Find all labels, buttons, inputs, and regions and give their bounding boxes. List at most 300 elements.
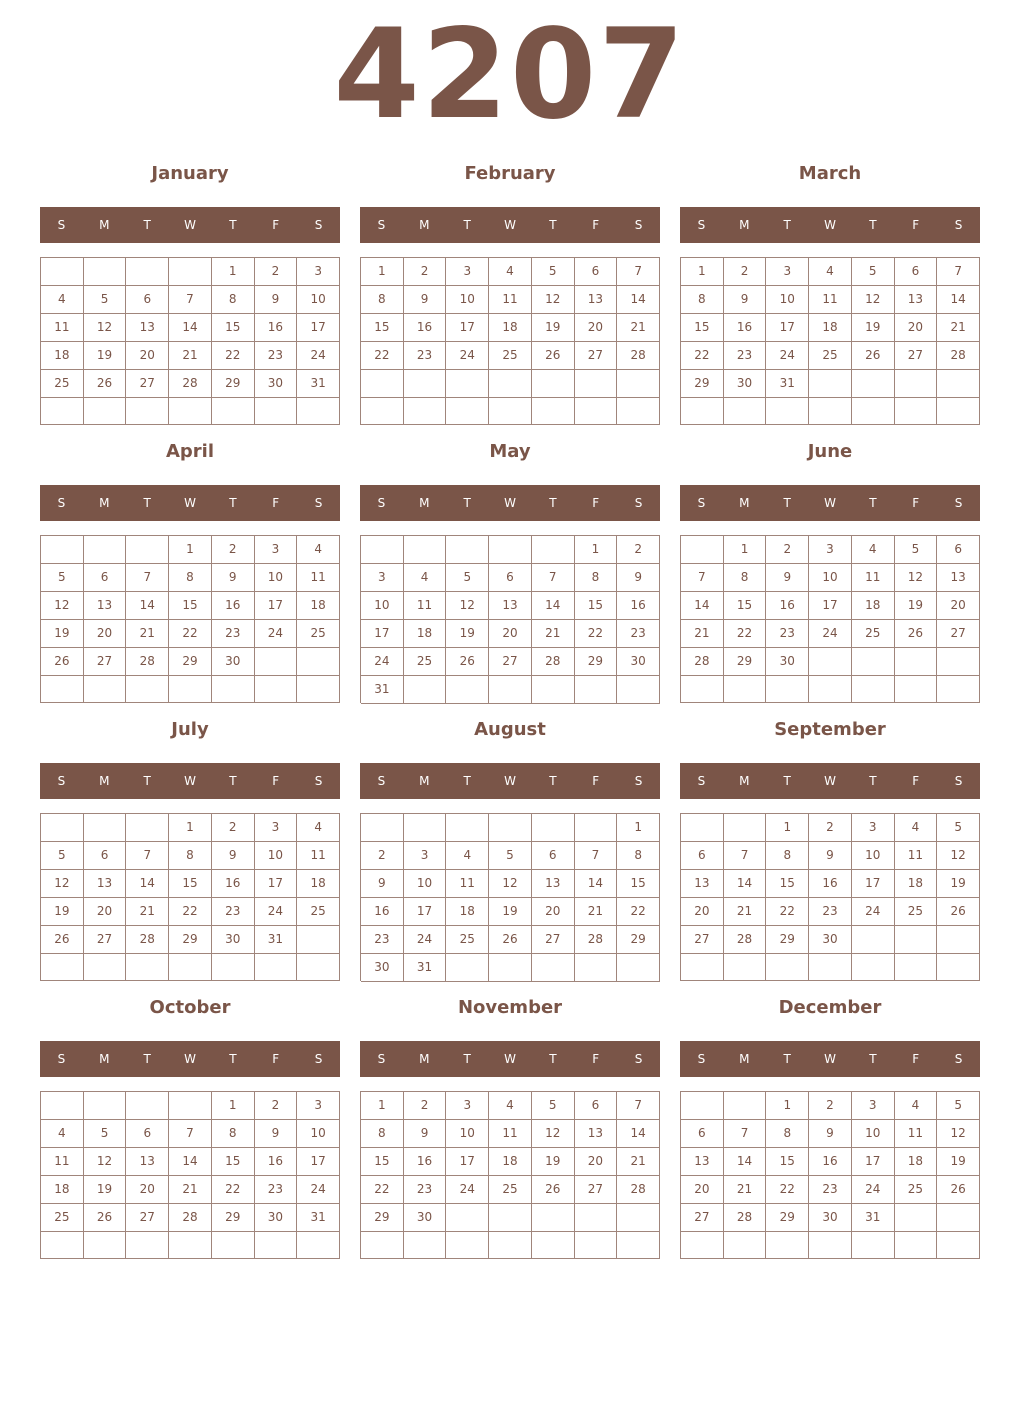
month-name: June	[807, 441, 853, 462]
weekday-label: S	[697, 774, 706, 788]
day-cell: 2	[617, 536, 660, 564]
empty-day-cell	[255, 1232, 298, 1259]
day-cell: 11	[895, 1120, 938, 1148]
empty-day-cell	[937, 1204, 980, 1232]
day-cell: 12	[446, 592, 489, 620]
empty-day-cell	[724, 814, 767, 842]
empty-day-cell	[41, 258, 84, 286]
day-cell: 7	[617, 258, 660, 286]
empty-day-cell	[84, 1092, 127, 1120]
empty-day-cell	[84, 1232, 127, 1259]
day-cell: 15	[766, 870, 809, 898]
weekday-label: M	[419, 1052, 430, 1066]
day-cell: 29	[575, 648, 618, 676]
weekday-header	[680, 763, 980, 799]
day-cell: 24	[809, 620, 852, 648]
day-cell: 28	[937, 342, 980, 370]
day-cell: 3	[446, 1092, 489, 1120]
day-cell: 21	[724, 898, 767, 926]
weekday-label: M	[739, 218, 750, 232]
day-cell: 4	[852, 536, 895, 564]
empty-day-cell	[404, 398, 447, 426]
day-cell: 27	[489, 648, 532, 676]
day-cell: 19	[446, 620, 489, 648]
day-cell: 17	[852, 870, 895, 898]
weekday-label: T	[229, 1052, 237, 1066]
day-cell: 25	[297, 898, 340, 926]
day-grid	[40, 813, 340, 981]
day-cell: 11	[297, 842, 340, 870]
day-cell: 29	[681, 370, 724, 398]
day-cell: 18	[41, 1176, 84, 1204]
day-cell: 5	[84, 1120, 127, 1148]
weekday-label: F	[912, 1052, 920, 1066]
day-cell: 30	[617, 648, 660, 676]
empty-day-cell	[852, 648, 895, 676]
day-cell: 10	[297, 286, 340, 314]
weekday-label: W	[184, 774, 196, 788]
day-cell: 2	[809, 814, 852, 842]
empty-day-cell	[446, 814, 489, 842]
empty-day-cell	[404, 676, 447, 704]
weekday-label: F	[272, 218, 280, 232]
day-cell: 3	[361, 564, 404, 592]
day-cell: 1	[169, 536, 212, 564]
day-cell: 20	[126, 342, 169, 370]
day-cell: 9	[255, 286, 298, 314]
weekday-label: F	[592, 774, 600, 788]
day-cell: 20	[126, 1176, 169, 1204]
day-cell: 1	[681, 258, 724, 286]
day-cell: 12	[41, 592, 84, 620]
day-cell: 27	[937, 620, 980, 648]
empty-day-cell	[212, 676, 255, 703]
day-cell: 14	[126, 870, 169, 898]
day-cell: 13	[126, 314, 169, 342]
day-cell: 31	[255, 926, 298, 954]
day-cell: 9	[212, 564, 255, 592]
day-cell: 15	[617, 870, 660, 898]
empty-day-cell	[617, 398, 660, 426]
day-cell: 19	[41, 898, 84, 926]
day-cell: 14	[532, 592, 575, 620]
weekday-label: T	[143, 218, 151, 232]
day-cell: 23	[404, 342, 447, 370]
empty-day-cell	[361, 814, 404, 842]
day-cell: 1	[361, 258, 404, 286]
empty-day-cell	[404, 370, 447, 398]
day-cell: 20	[84, 620, 127, 648]
day-cell: 30	[766, 648, 809, 676]
weekday-label: S	[954, 218, 963, 232]
empty-day-cell	[126, 1092, 169, 1120]
empty-day-cell	[937, 954, 980, 981]
empty-day-cell	[852, 1232, 895, 1259]
day-cell: 1	[766, 1092, 809, 1120]
empty-day-cell	[126, 676, 169, 703]
weekday-label: T	[869, 774, 877, 788]
empty-day-cell	[575, 954, 618, 982]
empty-day-cell	[84, 954, 127, 981]
day-cell: 1	[212, 1092, 255, 1120]
day-cell: 13	[575, 286, 618, 314]
weekday-label: F	[592, 1052, 600, 1066]
weekday-label: T	[549, 774, 557, 788]
day-cell: 10	[809, 564, 852, 592]
day-cell: 4	[895, 1092, 938, 1120]
empty-day-cell	[361, 398, 404, 426]
day-cell: 29	[617, 926, 660, 954]
day-cell: 14	[724, 1148, 767, 1176]
empty-day-cell	[532, 954, 575, 982]
day-cell: 9	[255, 1120, 298, 1148]
day-cell: 5	[532, 1092, 575, 1120]
day-cell: 16	[809, 1148, 852, 1176]
day-cell: 23	[766, 620, 809, 648]
empty-day-cell	[937, 1232, 980, 1259]
day-cell: 25	[895, 898, 938, 926]
weekday-label: T	[869, 1052, 877, 1066]
weekday-label: F	[912, 774, 920, 788]
day-cell: 13	[895, 286, 938, 314]
day-cell: 21	[937, 314, 980, 342]
day-cell: 15	[361, 1148, 404, 1176]
day-cell: 10	[446, 286, 489, 314]
day-cell: 7	[532, 564, 575, 592]
empty-day-cell	[937, 370, 980, 398]
day-cell: 14	[575, 870, 618, 898]
day-cell: 31	[852, 1204, 895, 1232]
day-cell: 19	[937, 870, 980, 898]
weekday-header	[360, 207, 660, 243]
day-cell: 3	[852, 814, 895, 842]
day-cell: 6	[84, 842, 127, 870]
day-cell: 8	[169, 842, 212, 870]
day-cell: 7	[937, 258, 980, 286]
weekday-label: F	[272, 1052, 280, 1066]
day-cell: 9	[617, 564, 660, 592]
empty-day-cell	[489, 536, 532, 564]
day-cell: 30	[361, 954, 404, 982]
day-cell: 18	[446, 898, 489, 926]
day-cell: 29	[212, 1204, 255, 1232]
day-cell: 16	[724, 314, 767, 342]
day-cell: 18	[41, 342, 84, 370]
empty-day-cell	[532, 1204, 575, 1232]
day-cell: 13	[84, 870, 127, 898]
day-cell: 19	[937, 1148, 980, 1176]
empty-day-cell	[255, 648, 298, 676]
day-cell: 14	[681, 592, 724, 620]
day-cell: 11	[404, 592, 447, 620]
day-cell: 3	[766, 258, 809, 286]
day-cell: 19	[532, 314, 575, 342]
day-cell: 20	[895, 314, 938, 342]
day-grid	[360, 535, 660, 703]
weekday-label: T	[143, 774, 151, 788]
empty-day-cell	[255, 676, 298, 703]
day-cell: 5	[532, 258, 575, 286]
day-cell: 31	[766, 370, 809, 398]
day-grid	[360, 1091, 660, 1259]
empty-day-cell	[766, 1232, 809, 1259]
month-name: September	[774, 719, 886, 740]
empty-day-cell	[297, 954, 340, 981]
day-cell: 16	[404, 314, 447, 342]
weekday-label: T	[869, 218, 877, 232]
day-cell: 22	[212, 1176, 255, 1204]
empty-day-cell	[212, 954, 255, 981]
day-cell: 17	[255, 592, 298, 620]
empty-day-cell	[532, 814, 575, 842]
empty-day-cell	[84, 536, 127, 564]
day-cell: 4	[41, 286, 84, 314]
empty-day-cell	[404, 1232, 447, 1259]
weekday-label: S	[314, 774, 323, 788]
day-cell: 26	[84, 1204, 127, 1232]
empty-day-cell	[575, 398, 618, 426]
day-cell: 3	[255, 814, 298, 842]
day-cell: 5	[937, 814, 980, 842]
day-cell: 21	[617, 1148, 660, 1176]
weekday-header	[360, 485, 660, 521]
day-cell: 16	[617, 592, 660, 620]
day-cell: 27	[532, 926, 575, 954]
day-cell: 23	[404, 1176, 447, 1204]
weekday-label: F	[272, 774, 280, 788]
day-cell: 20	[681, 1176, 724, 1204]
empty-day-cell	[361, 1232, 404, 1259]
weekday-label: S	[954, 774, 963, 788]
empty-day-cell	[617, 1204, 660, 1232]
empty-day-cell	[489, 370, 532, 398]
day-cell: 22	[617, 898, 660, 926]
day-cell: 7	[617, 1092, 660, 1120]
empty-day-cell	[532, 536, 575, 564]
day-cell: 30	[255, 1204, 298, 1232]
empty-day-cell	[297, 1232, 340, 1259]
empty-day-cell	[809, 398, 852, 425]
day-cell: 17	[361, 620, 404, 648]
empty-day-cell	[724, 398, 767, 425]
empty-day-cell	[617, 676, 660, 704]
day-cell: 10	[404, 870, 447, 898]
weekday-label: S	[314, 1052, 323, 1066]
day-cell: 3	[852, 1092, 895, 1120]
day-cell: 15	[766, 1148, 809, 1176]
day-cell: 1	[575, 536, 618, 564]
day-cell: 4	[489, 258, 532, 286]
empty-day-cell	[575, 1232, 618, 1259]
day-cell: 25	[809, 342, 852, 370]
weekday-label: W	[824, 1052, 836, 1066]
day-cell: 18	[297, 592, 340, 620]
day-cell: 22	[681, 342, 724, 370]
day-cell: 24	[361, 648, 404, 676]
day-cell: 28	[724, 1204, 767, 1232]
empty-day-cell	[532, 370, 575, 398]
weekday-header	[680, 207, 980, 243]
empty-day-cell	[681, 814, 724, 842]
empty-day-cell	[895, 648, 938, 676]
weekday-label: W	[824, 496, 836, 510]
day-cell: 1	[169, 814, 212, 842]
day-cell: 5	[937, 1092, 980, 1120]
day-cell: 6	[895, 258, 938, 286]
day-cell: 25	[41, 1204, 84, 1232]
day-cell: 22	[169, 620, 212, 648]
day-cell: 18	[895, 870, 938, 898]
empty-day-cell	[489, 814, 532, 842]
day-cell: 26	[937, 898, 980, 926]
day-cell: 30	[724, 370, 767, 398]
day-cell: 13	[489, 592, 532, 620]
month-name: April	[165, 441, 215, 462]
day-cell: 12	[852, 286, 895, 314]
weekday-label: W	[504, 218, 516, 232]
day-cell: 25	[446, 926, 489, 954]
day-cell: 11	[809, 286, 852, 314]
day-cell: 23	[255, 342, 298, 370]
day-cell: 28	[126, 648, 169, 676]
day-cell: 22	[361, 1176, 404, 1204]
month-name: May	[489, 441, 531, 462]
empty-day-cell	[532, 1232, 575, 1259]
day-cell: 5	[41, 842, 84, 870]
day-cell: 4	[404, 564, 447, 592]
day-cell: 26	[489, 926, 532, 954]
empty-day-cell	[446, 370, 489, 398]
year-title: 4207	[333, 3, 687, 147]
day-cell: 26	[852, 342, 895, 370]
day-cell: 27	[575, 1176, 618, 1204]
empty-day-cell	[297, 676, 340, 703]
day-cell: 23	[809, 898, 852, 926]
empty-day-cell	[532, 676, 575, 704]
empty-day-cell	[724, 954, 767, 981]
day-cell: 21	[126, 898, 169, 926]
day-cell: 27	[575, 342, 618, 370]
day-cell: 6	[575, 258, 618, 286]
empty-day-cell	[809, 954, 852, 981]
day-cell: 9	[404, 286, 447, 314]
weekday-header	[40, 485, 340, 521]
day-cell: 20	[84, 898, 127, 926]
day-cell: 22	[169, 898, 212, 926]
empty-day-cell	[766, 676, 809, 703]
day-cell: 26	[895, 620, 938, 648]
day-cell: 28	[724, 926, 767, 954]
weekday-label: M	[419, 774, 430, 788]
weekday-label: F	[592, 218, 600, 232]
weekday-label: T	[463, 774, 471, 788]
day-cell: 8	[681, 286, 724, 314]
weekday-label: S	[57, 1052, 66, 1066]
day-cell: 14	[617, 286, 660, 314]
day-grid	[680, 1091, 980, 1259]
empty-day-cell	[126, 536, 169, 564]
empty-day-cell	[489, 954, 532, 982]
empty-day-cell	[852, 398, 895, 425]
weekday-label: W	[504, 496, 516, 510]
empty-day-cell	[126, 398, 169, 425]
month-name: January	[151, 163, 229, 184]
empty-day-cell	[895, 954, 938, 981]
empty-day-cell	[937, 926, 980, 954]
day-cell: 11	[297, 564, 340, 592]
day-cell: 8	[361, 1120, 404, 1148]
weekday-header	[360, 763, 660, 799]
empty-day-cell	[169, 954, 212, 981]
day-cell: 8	[169, 564, 212, 592]
weekday-label: T	[549, 496, 557, 510]
day-cell: 15	[212, 314, 255, 342]
weekday-label: W	[504, 774, 516, 788]
weekday-label: S	[697, 496, 706, 510]
day-cell: 28	[169, 1204, 212, 1232]
day-cell: 26	[532, 342, 575, 370]
empty-day-cell	[41, 398, 84, 425]
day-cell: 28	[575, 926, 618, 954]
empty-day-cell	[852, 954, 895, 981]
day-cell: 2	[404, 1092, 447, 1120]
day-cell: 28	[169, 370, 212, 398]
day-cell: 6	[532, 842, 575, 870]
weekday-label: S	[634, 1052, 643, 1066]
empty-day-cell	[895, 370, 938, 398]
day-cell: 8	[361, 286, 404, 314]
empty-day-cell	[41, 1232, 84, 1259]
weekday-label: T	[549, 218, 557, 232]
day-cell: 12	[937, 1120, 980, 1148]
empty-day-cell	[809, 676, 852, 703]
empty-day-cell	[681, 954, 724, 981]
day-cell: 19	[41, 620, 84, 648]
day-cell: 11	[489, 286, 532, 314]
day-cell: 25	[297, 620, 340, 648]
empty-day-cell	[617, 1232, 660, 1259]
day-cell: 28	[532, 648, 575, 676]
weekday-label: T	[783, 1052, 791, 1066]
day-cell: 23	[255, 1176, 298, 1204]
day-cell: 31	[361, 676, 404, 704]
weekday-label: F	[272, 496, 280, 510]
day-cell: 2	[361, 842, 404, 870]
day-cell: 9	[809, 1120, 852, 1148]
empty-day-cell	[724, 1232, 767, 1259]
day-cell: 13	[937, 564, 980, 592]
day-cell: 18	[852, 592, 895, 620]
day-cell: 19	[84, 342, 127, 370]
day-cell: 5	[446, 564, 489, 592]
day-cell: 29	[212, 370, 255, 398]
day-cell: 20	[681, 898, 724, 926]
day-cell: 17	[255, 870, 298, 898]
empty-day-cell	[937, 398, 980, 425]
day-cell: 8	[766, 1120, 809, 1148]
day-cell: 22	[575, 620, 618, 648]
day-cell: 14	[169, 314, 212, 342]
day-cell: 19	[852, 314, 895, 342]
weekday-label: S	[634, 496, 643, 510]
day-cell: 26	[84, 370, 127, 398]
day-cell: 21	[575, 898, 618, 926]
empty-day-cell	[255, 954, 298, 981]
empty-day-cell	[84, 814, 127, 842]
empty-day-cell	[852, 676, 895, 703]
weekday-label: T	[463, 1052, 471, 1066]
day-cell: 24	[766, 342, 809, 370]
